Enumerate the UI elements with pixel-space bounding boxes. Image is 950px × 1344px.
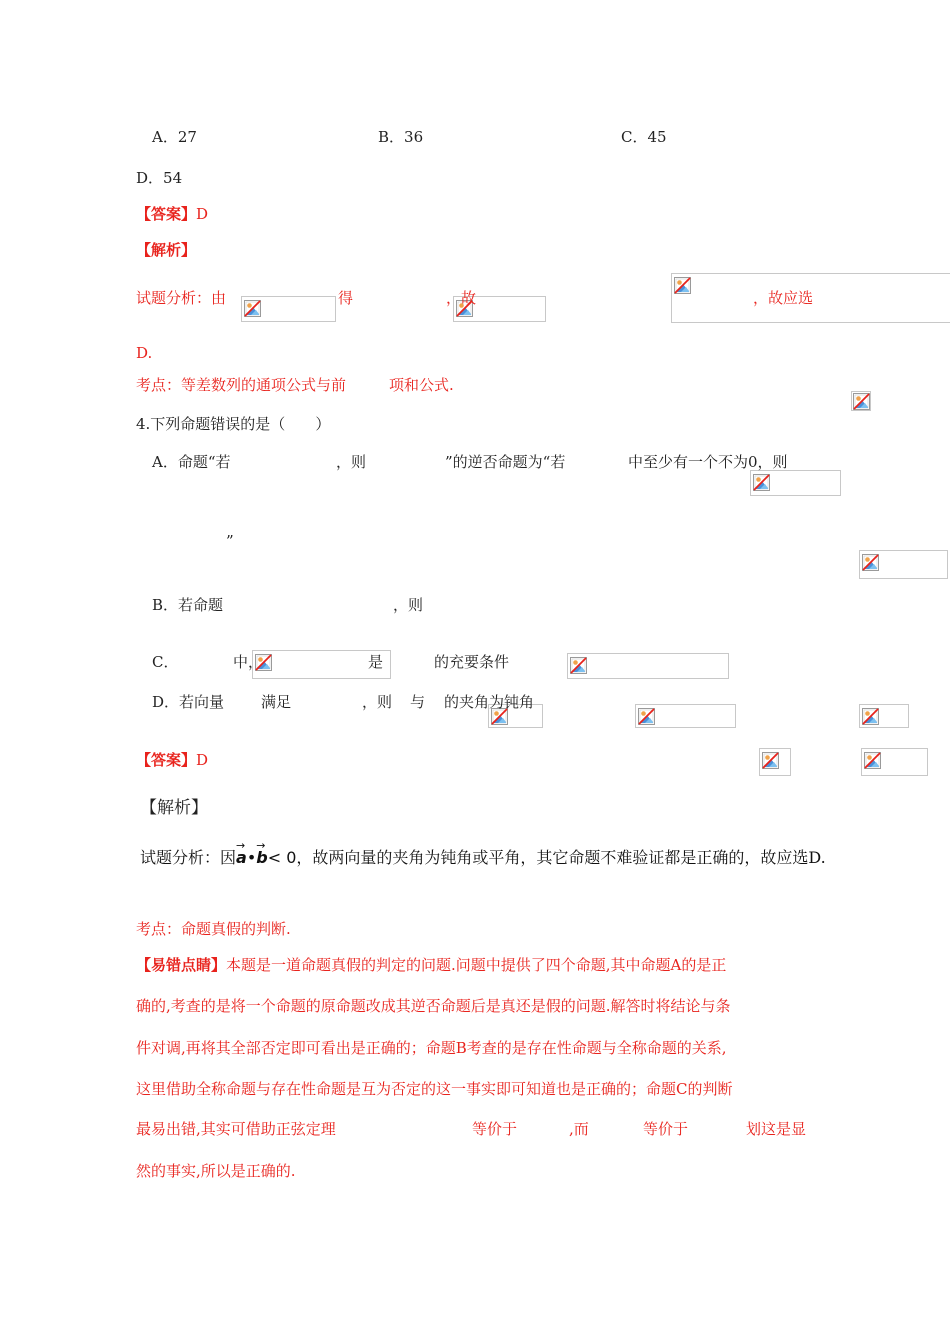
- analysis-prefix: 试题分析：因: [140, 848, 237, 867]
- option-d-text: 满足: [261, 693, 292, 711]
- analysis-tag-q3: 【解析】: [136, 241, 197, 259]
- formula-image: [851, 391, 871, 411]
- answer-line-q3: [136, 204, 208, 224]
- kaodian-suffix-q3: 项和公式.: [389, 376, 454, 394]
- broken-image-icon: [753, 474, 770, 491]
- vector-a: → a: [236, 846, 247, 870]
- relation: < 0: [267, 848, 297, 867]
- option-a-text: ，则: [336, 453, 367, 471]
- formula-image: [635, 704, 736, 728]
- formula-image: [859, 550, 948, 579]
- formula-image: [750, 470, 841, 496]
- option-a-text: ”的逆否命题为“若: [445, 453, 566, 471]
- mistake-line-5: 划这是显: [746, 1120, 807, 1138]
- broken-image-icon: [864, 752, 881, 769]
- option-d-text: 的夹角为钝角: [444, 693, 535, 711]
- broken-image-icon: [862, 554, 879, 571]
- broken-image-icon: [244, 300, 261, 317]
- kaodian-prefix-q3: 考点：等差数列的通项公式与前: [136, 376, 347, 394]
- mistake-line-1: [136, 955, 726, 975]
- option-b-text: ，则: [393, 596, 424, 614]
- mistake-line-2: 确的,考查的是将一个命题的原命题改成其逆否命题后是真还是假的问题.解答时将结论与条: [136, 997, 731, 1015]
- analysis-line-q4: [140, 846, 826, 870]
- mistake-line-6: 然的事实,所以是正确的.: [136, 1162, 296, 1180]
- broken-image-icon: [762, 752, 779, 769]
- mistake-text: 本题是一道命题真假的判定的问题.问题中提供了四个命题,其中命题A的是正: [226, 956, 727, 974]
- analysis-text-q3: ，故应选: [753, 289, 814, 307]
- question-title: 4.下列命题错误的是（ ）: [136, 415, 331, 433]
- option-a: A．27: [152, 128, 197, 146]
- answer-tag: 【答案】: [136, 751, 197, 769]
- formula-image: [859, 704, 909, 728]
- mistake-tag: 【易错点睛】: [136, 956, 227, 974]
- option-d-text: D．若向量: [152, 693, 225, 711]
- analysis-tag-q4: 【解析】: [140, 798, 208, 818]
- option-a-text: ”: [226, 532, 234, 550]
- mistake-line-4: 这里借助全称命题与存在性命题是互为否定的这一事实即可知道也是正确的；命题C的判断: [136, 1080, 733, 1098]
- broken-image-icon: [862, 708, 879, 725]
- analysis-text-q3: 得: [338, 289, 354, 307]
- broken-image-icon: [853, 393, 870, 410]
- answer-value: D: [196, 751, 209, 769]
- formula-image: [861, 748, 928, 776]
- vector-b: → b: [256, 846, 267, 870]
- option-c-text: C．: [152, 653, 179, 671]
- option-b: B．36: [378, 128, 424, 146]
- option-c-text: 的充要条件: [434, 653, 510, 671]
- mistake-line-3: 件对调,再将其全部否定即可看出是正确的；命题B考查的是存在性命题与全称命题的关系,: [136, 1039, 727, 1057]
- broken-image-icon: [638, 708, 655, 725]
- option-d: D．54: [136, 169, 183, 187]
- analysis-end: D.: [808, 848, 826, 867]
- answer-value: D: [196, 205, 209, 223]
- option-d-text: ，则: [362, 693, 393, 711]
- broken-image-icon: [570, 657, 587, 674]
- answer-tag: 【答案】: [136, 205, 197, 223]
- option-c-text: 中，: [233, 653, 264, 671]
- mistake-line-5: 最易出错,其实可借助正弦定理: [136, 1120, 336, 1138]
- analysis-text: ，故两向量的夹角为钝角或平角，其它命题不难验证都是正确的，故应选: [296, 848, 809, 867]
- option-a-text: A．命题“若: [152, 453, 231, 471]
- analysis-prefix-q3: 试题分析：由: [136, 289, 227, 307]
- analysis-end-q3: D.: [136, 344, 153, 362]
- mistake-line-5: 等价于: [472, 1120, 518, 1138]
- formula-image: [759, 748, 791, 776]
- mistake-line-5: ,而: [569, 1120, 589, 1138]
- option-c-text: 是: [368, 653, 384, 671]
- mistake-line-5: 等价于: [643, 1120, 689, 1138]
- kaodian-q4: 考点：命题真假的判断.: [136, 920, 291, 938]
- broken-image-icon: [674, 277, 691, 294]
- option-b-text: B．若命题: [152, 596, 224, 614]
- option-c: C．45: [621, 128, 667, 146]
- formula-image: [241, 296, 336, 322]
- formula-image: [567, 653, 729, 679]
- analysis-text-q3: ，故: [446, 289, 477, 307]
- answer-line-q4: [136, 750, 208, 770]
- option-d-text: 与: [410, 693, 426, 711]
- option-a-text: 中至少有一个不为0，则: [628, 453, 788, 471]
- dot-operator: •: [246, 848, 257, 867]
